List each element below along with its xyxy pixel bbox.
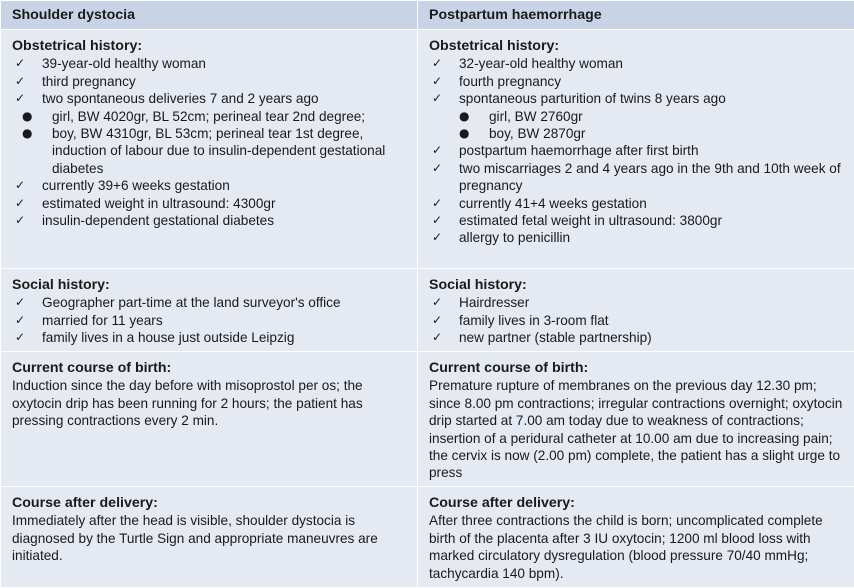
course-description: Premature rupture of membranes on the previous day 12.30 pm; since 8.00 pm contractions; irregular contractions overnight; oxytocin drip started at 7.00 am today due to weakness of contractions; insertion of a peridural catheter at 10.00 am due to increasing pain; the cervix is now (2.00 pm) complete, the patient has a slight urge to press — [429, 377, 846, 481]
checkmark-icon: ✓ — [13, 312, 27, 329]
bullet-item — [459, 108, 846, 125]
check-item — [12, 212, 409, 229]
checkmark-icon: ✓ — [13, 294, 27, 311]
course-description: Induction since the day before with misoprostol per os; the oxytocin drip has been running for 2 hours; the patient has pressing contractions every 2 min. — [12, 377, 409, 429]
checkmark-icon: ✓ — [13, 177, 27, 194]
check-item — [429, 90, 846, 107]
bullet-item — [22, 125, 409, 177]
bullet-list — [12, 108, 409, 178]
bullet-icon: ● — [22, 108, 32, 125]
section-title: Obstetrical history: — [12, 38, 409, 55]
after-delivery-row — [1, 487, 854, 588]
header-row — [1, 1, 854, 30]
social-history-cell-right — [418, 269, 854, 352]
checkmark-icon: ✓ — [430, 212, 444, 229]
checkmark-icon: ✓ — [13, 212, 27, 229]
column-title-shoulder-dystocia: Shoulder dystocia — [1, 1, 417, 24]
bullet-item-text: boy, BW 2870gr — [489, 126, 585, 141]
obstetrical-history-cell-left — [1, 30, 418, 269]
check-item-text: 32-year-old healthy woman — [459, 56, 623, 71]
section-title: Current course of birth: — [429, 360, 846, 377]
check-item-text: currently 39+6 weeks gestation — [42, 178, 230, 193]
check-item — [12, 312, 409, 329]
section-title: Social history: — [12, 277, 409, 294]
bullet-list — [429, 108, 846, 143]
check-item — [429, 329, 846, 346]
check-item — [12, 55, 409, 72]
check-item-text: third pregnancy — [42, 74, 136, 89]
check-item — [12, 177, 409, 194]
checkmark-icon: ✓ — [13, 329, 27, 346]
bullet-icon: ● — [459, 125, 469, 142]
checkmark-icon: ✓ — [430, 329, 444, 346]
check-item — [429, 294, 846, 311]
checkmark-icon: ✓ — [430, 195, 444, 212]
section-title: Course after delivery: — [429, 495, 846, 512]
check-item — [429, 142, 846, 159]
bullet-item-text: girl, BW 4020gr, BL 52cm; perineal tear 2nd degree; — [52, 109, 365, 124]
section-title: Social history: — [429, 277, 846, 294]
checkmark-icon: ✓ — [430, 55, 444, 72]
check-item-text: insulin-dependent gestational diabetes — [42, 213, 274, 228]
delivery-description: Immediately after the head is visible, shoulder dystocia is diagnosed by the Turtle Sign and appropriate maneuvres are initiated. — [12, 512, 409, 564]
after-delivery-cell-right — [418, 487, 854, 588]
check-item-text: Geographer part-time at the land surveyor's office — [42, 295, 341, 310]
social-history-row — [1, 269, 854, 352]
check-item — [429, 212, 846, 229]
check-item — [12, 329, 409, 346]
check-item-text: spontaneous parturition of twins 8 years ago — [459, 91, 726, 106]
checkmark-icon: ✓ — [430, 73, 444, 90]
check-item — [429, 229, 846, 246]
section-title: Course after delivery: — [12, 495, 409, 512]
after-delivery-cell-left — [1, 487, 418, 588]
bullet-item-text: boy, BW 4310gr, BL 53cm; perineal tear 1st degree, induction of labour due to insulin-dependent gestational diabetes — [52, 126, 385, 176]
header-cell-left — [1, 1, 418, 30]
column-title-postpartum-haemorrhage: Postpartum haemorrhage — [418, 1, 854, 24]
section-title: Obstetrical history: — [429, 38, 846, 55]
check-list — [429, 294, 846, 346]
check-item — [12, 195, 409, 212]
checkmark-icon: ✓ — [13, 195, 27, 212]
check-item-text: fourth pregnancy — [459, 74, 561, 89]
check-item-text: married for 11 years — [42, 313, 163, 328]
check-item-text: two spontaneous deliveries 7 and 2 years ago — [42, 91, 319, 106]
check-item-text: family lives in 3-room flat — [459, 313, 609, 328]
checkmark-icon: ✓ — [430, 229, 444, 246]
check-list — [12, 55, 409, 229]
check-item-text: two miscarriages 2 and 4 years ago in the 9th and 10th week of pregnancy — [459, 161, 841, 193]
check-item — [429, 195, 846, 212]
check-item — [12, 90, 409, 107]
delivery-description: After three contractions the child is born; uncomplicated complete birth of the placenta after 3 IU oxytocin; 1200 ml blood loss with marked circulatory dysregulation (blood pressure 70/40 mmHg; tachycardia 140 bpm). — [429, 512, 846, 582]
check-list — [12, 294, 409, 346]
check-item-text: allergy to penicillin — [459, 230, 570, 245]
checkmark-icon: ✓ — [13, 55, 27, 72]
check-item-text: new partner (stable partnership) — [459, 330, 652, 345]
check-list — [429, 55, 846, 246]
check-item-text: 39-year-old healthy woman — [42, 56, 206, 71]
bullet-item-text: girl, BW 2760gr — [489, 109, 583, 124]
current-course-row — [1, 352, 854, 487]
header-cell-right — [418, 1, 854, 30]
check-item-text: estimated fetal weight in ultrasound: 3800gr — [459, 213, 722, 228]
check-item-text: currently 41+4 weeks gestation — [459, 196, 647, 211]
checkmark-icon: ✓ — [13, 90, 27, 107]
current-course-cell-right — [418, 352, 854, 487]
bullet-icon: ● — [22, 125, 32, 142]
check-item — [12, 294, 409, 311]
check-item — [429, 160, 846, 195]
checkmark-icon: ✓ — [430, 294, 444, 311]
check-item-text: Hairdresser — [459, 295, 529, 310]
obstetrical-history-row — [1, 30, 854, 269]
obstetrical-history-cell-right — [418, 30, 854, 269]
check-item-text: estimated weight in ultrasound: 4300gr — [42, 196, 276, 211]
check-item — [12, 73, 409, 90]
check-item — [429, 55, 846, 72]
checkmark-icon: ✓ — [430, 160, 444, 177]
bullet-icon: ● — [459, 108, 469, 125]
checkmark-icon: ✓ — [430, 90, 444, 107]
checkmark-icon: ✓ — [430, 312, 444, 329]
check-item-text: family lives in a house just outside Leipzig — [42, 330, 294, 345]
social-history-cell-left — [1, 269, 418, 352]
sub-list-container — [12, 108, 409, 178]
sub-list-container — [429, 108, 846, 143]
checkmark-icon: ✓ — [13, 73, 27, 90]
check-item-text: postpartum haemorrhage after first birth — [459, 143, 699, 158]
check-item — [429, 73, 846, 90]
checkmark-icon: ✓ — [430, 142, 444, 159]
current-course-cell-left — [1, 352, 418, 487]
section-title: Current course of birth: — [12, 360, 409, 377]
check-item — [429, 312, 846, 329]
bullet-item — [22, 108, 409, 125]
bullet-item — [459, 125, 846, 142]
